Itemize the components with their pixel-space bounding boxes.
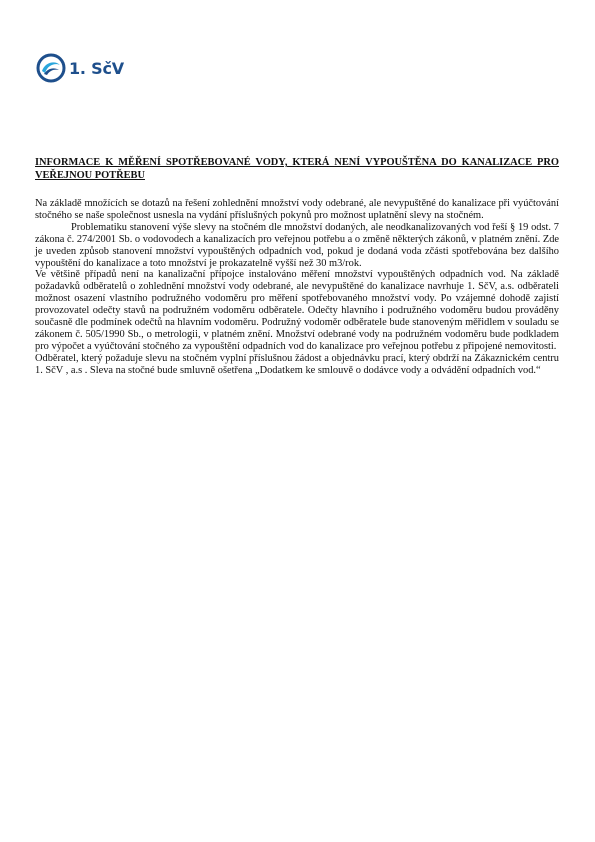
company-logo — [36, 52, 124, 84]
document-body — [35, 156, 559, 377]
paragraph-legal-basis: Problematiku stanovení výše slevy na stočném dle množství dodaných, ale neodkanalizovaných vod řeší § 19 odst. 7 zákona č. 274/2001 Sb. o vodovodech a kanalizacích pro veřejnou potřebu a o změně některých zákonů, v platném znění. Zde je uveden způsob stanovení množství vypouštěných odpadních vod, pokud je dodaná voda zčásti spotřebována bez dalšího vypouštění do kanalizace a toto množství je prokazatelně vyšší než 30 m3/rok. — [35, 221, 559, 269]
logo-wordmark: 1. SčV — [69, 58, 124, 78]
paragraph-submeter: Ve většině případů není na kanalizační přípojce instalováno měření množství vypouštěných odpadních vod. Na základě požadavků odběratelů o zohlednění množství vody odebrané, ale nevypuštěné do kanalizace navrhuje 1. SčV, a.s. odběrateli možnost osazení vlastního podružného vodoměru pro měření spotřebovaného množství vody. Po vzájemné dohodě zajistí provozovatel odečty stavů na podružném vodoměru odběratele. Odečty hlavního i podružného vodoměru budou prováděny současně dle podmínek odečtů na hlavním vodoměru. Podružný vodoměr odběratele bude stanoveným měřidlem v souladu se zákonem č. 505/1990 Sb., o metrologii, v platném znění. Množství odebrané vody na podružném vodoměru bude podkladem pro výpočet a vyúčtování stočného za vypouštění odpadních vod do kanalizace pro veřejnou potřebu z připojené nemovitosti. — [35, 269, 559, 352]
paragraph-application: Odběratel, který požaduje slevu na stočném vyplní příslušnou žádost a objednávku prací, který obdrží na Zákaznickém centru 1. SčV , a.s . Sleva na stočné bude smluvně ošetřena „Dodatkem ke smlouvě o dodávce vody a odvádění odpadních vod.“ — [35, 352, 559, 376]
paragraph-intro: Na základě množících se dotazů na řešení zohlednění množství vody odebrané, ale nevypuštěné do kanalizace při vyúčtování stočného se naše společnost usnesla na vydání příslušných pokynů pro možnost uplatnění slevy na stočném. — [35, 198, 559, 221]
document-title: INFORMACE K MĚŘENÍ SPOTŘEBOVANÉ VODY, KTERÁ NENÍ VYPOUŠTĚNA DO KANALIZACE PRO VEŘEJNOU POTŘEBU — [35, 157, 559, 181]
water-drop-logo-icon — [36, 53, 66, 83]
